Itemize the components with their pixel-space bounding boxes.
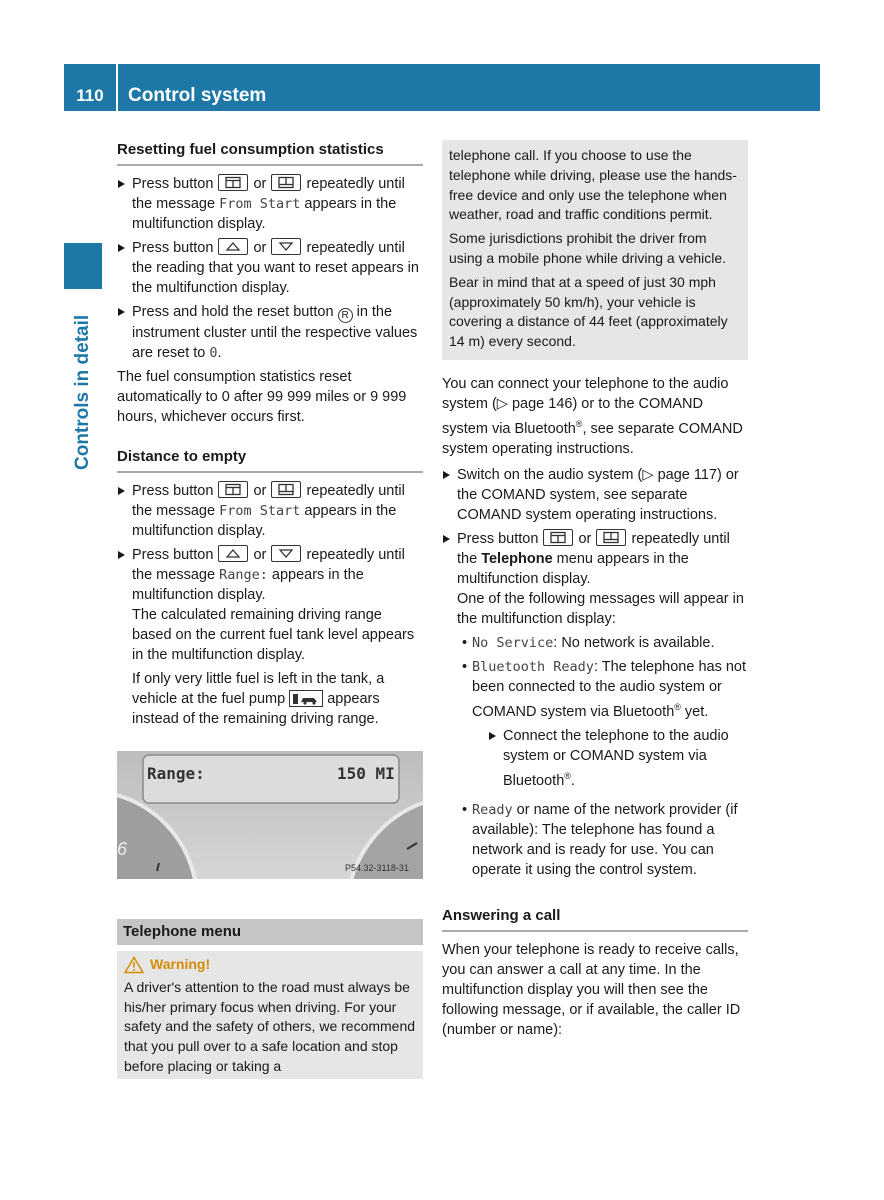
multifunction-display-image [117,751,423,879]
page-down-button-icon [271,481,301,498]
telephone-step-1: Switch on the audio system (▷ page 117) or the COMAND system, see separate COMAND system operating instructions. [442,465,748,525]
reset-button-icon: R [338,308,353,323]
telephone-intro: You can connect your telephone to the audio system (▷ page 146) or to the COMAND system via Bluetooth®, see separate COMAND system operating instructions. [442,375,743,457]
arrow-up-button-icon [218,545,248,562]
fuel-pump-vehicle-icon [289,690,323,707]
side-tab-marker [64,243,102,289]
reset-paragraph: The fuel consumption statistics reset automatically to 0 after 99 999 miles or 9 999 hours, whichever occurs first. [117,369,407,425]
page-number: 110 [76,85,104,105]
page-up-button-icon [218,174,248,191]
warning-speed-text: Bear in mind that at a speed of just 30 mph (approximately 50 km/h), your vehicle is covering a distance of 44 feet (approximately 14 m) every second. [449,273,728,350]
warning-box-continued [442,140,748,360]
display-range-label: Range: [147,764,205,783]
left-column [117,140,423,1079]
section-heading-telephone: Telephone menu [117,919,423,945]
arrow-down-button-icon [271,238,301,255]
warning-box [117,951,423,1079]
reset-step-3: Press and hold the reset button R in the instrument cluster until the respective values are reset to 0. [117,302,423,363]
arrow-down-button-icon [271,545,301,562]
warning-triangle-icon [124,956,144,974]
section-heading-distance: Distance to empty [117,447,423,473]
display-range-value: 150 MI [337,764,395,783]
distance-step-1: Press button or repeatedly until the message From Start appears in the multifunction display. [117,481,423,541]
answering-paragraph: When your telephone is ready to receive calls, you can answer a call at any time. In the multifunction display you will then see the following message, or if available, the caller ID (number or name): [442,942,741,1039]
telephone-step-2: Press button or repeatedly until the Telephone menu appears in the multifunction display. One of the following messages will appear in the multifunction display: [442,529,748,629]
side-tab-label: Controls in detail [72,314,93,470]
right-column [442,140,748,1044]
page-up-button-icon [543,529,573,546]
message-bluetooth-ready: • Bluetooth Ready: The telephone has not been connected to the audio system or COMAND system via Bluetooth® yet. [442,657,748,722]
page-up-button-icon [218,481,248,498]
reset-step-2: Press button or repeatedly until the reading that you want to reset appears in the multifunction display. [117,238,423,298]
page-header [64,64,820,111]
warning-text: A driver's attention to the road must always be his/her primary focus when driving. For your safety and the safety of others, we recommend that you pull over to a safe location and stop before placing or taking a [124,978,416,1074]
page-down-button-icon [596,529,626,546]
dial-number: 6 [117,839,128,859]
section-heading-reset: Resetting fuel consumption statistics [117,140,423,166]
page-down-button-icon [271,174,301,191]
page-reference-link[interactable]: page 117 [657,466,717,483]
distance-fuel-note: If only very little fuel is left in the tank, a vehicle at the fuel pump appears instead of the remaining driving range. [132,671,385,727]
connect-telephone-step: Connect the telephone to the audio system or COMAND system via Bluetooth®. [442,726,748,791]
message-no-service: • No Service: No network is available. [442,633,748,653]
page-reference-link[interactable]: page 146 [511,395,573,412]
page-reference-arrow-icon: ▷ [642,466,654,483]
side-tab [64,290,102,470]
section-heading-answering: Answering a call [442,906,748,932]
warning-title: Warning! [124,955,416,975]
distance-range-note: The calculated remaining driving range based on the current fuel tank level appears in the multifunction display. [132,607,415,663]
header-separator [116,64,118,111]
page-reference-arrow-icon: ▷ [496,395,508,412]
message-ready: • Ready or name of the network provider (if available): The telephone has found a network and is ready for use. You can operate it using the control system. [442,800,748,880]
warning-continued-text: telephone call. If you choose to use the telephone while driving, please use the hands-free device and only use the telephone when weather, road and traffic conditions permit. [449,147,737,223]
arrow-up-button-icon [218,238,248,255]
warning-jurisdiction-text: Some jurisdictions prohibit the driver from using a mobile phone while driving a vehicle. [449,230,727,266]
image-code: P54.32-3118-31 [345,863,409,873]
distance-step-2: Press button or repeatedly until the message Range: appears in the multifunction display. The calculated remaining driving range based on the current fuel tank level appears in the multifunction display. If only very little fuel is left in the tank, a vehicle at the fuel pump appears instead of the remaining driving range. [117,545,423,729]
page-title: Control system [128,84,267,106]
telephone-messages-intro: One of the following messages will appear in the multifunction display: [457,590,744,627]
reset-step-1: Press button or repeatedly until the message From Start appears in the multifunction display. [117,174,423,234]
